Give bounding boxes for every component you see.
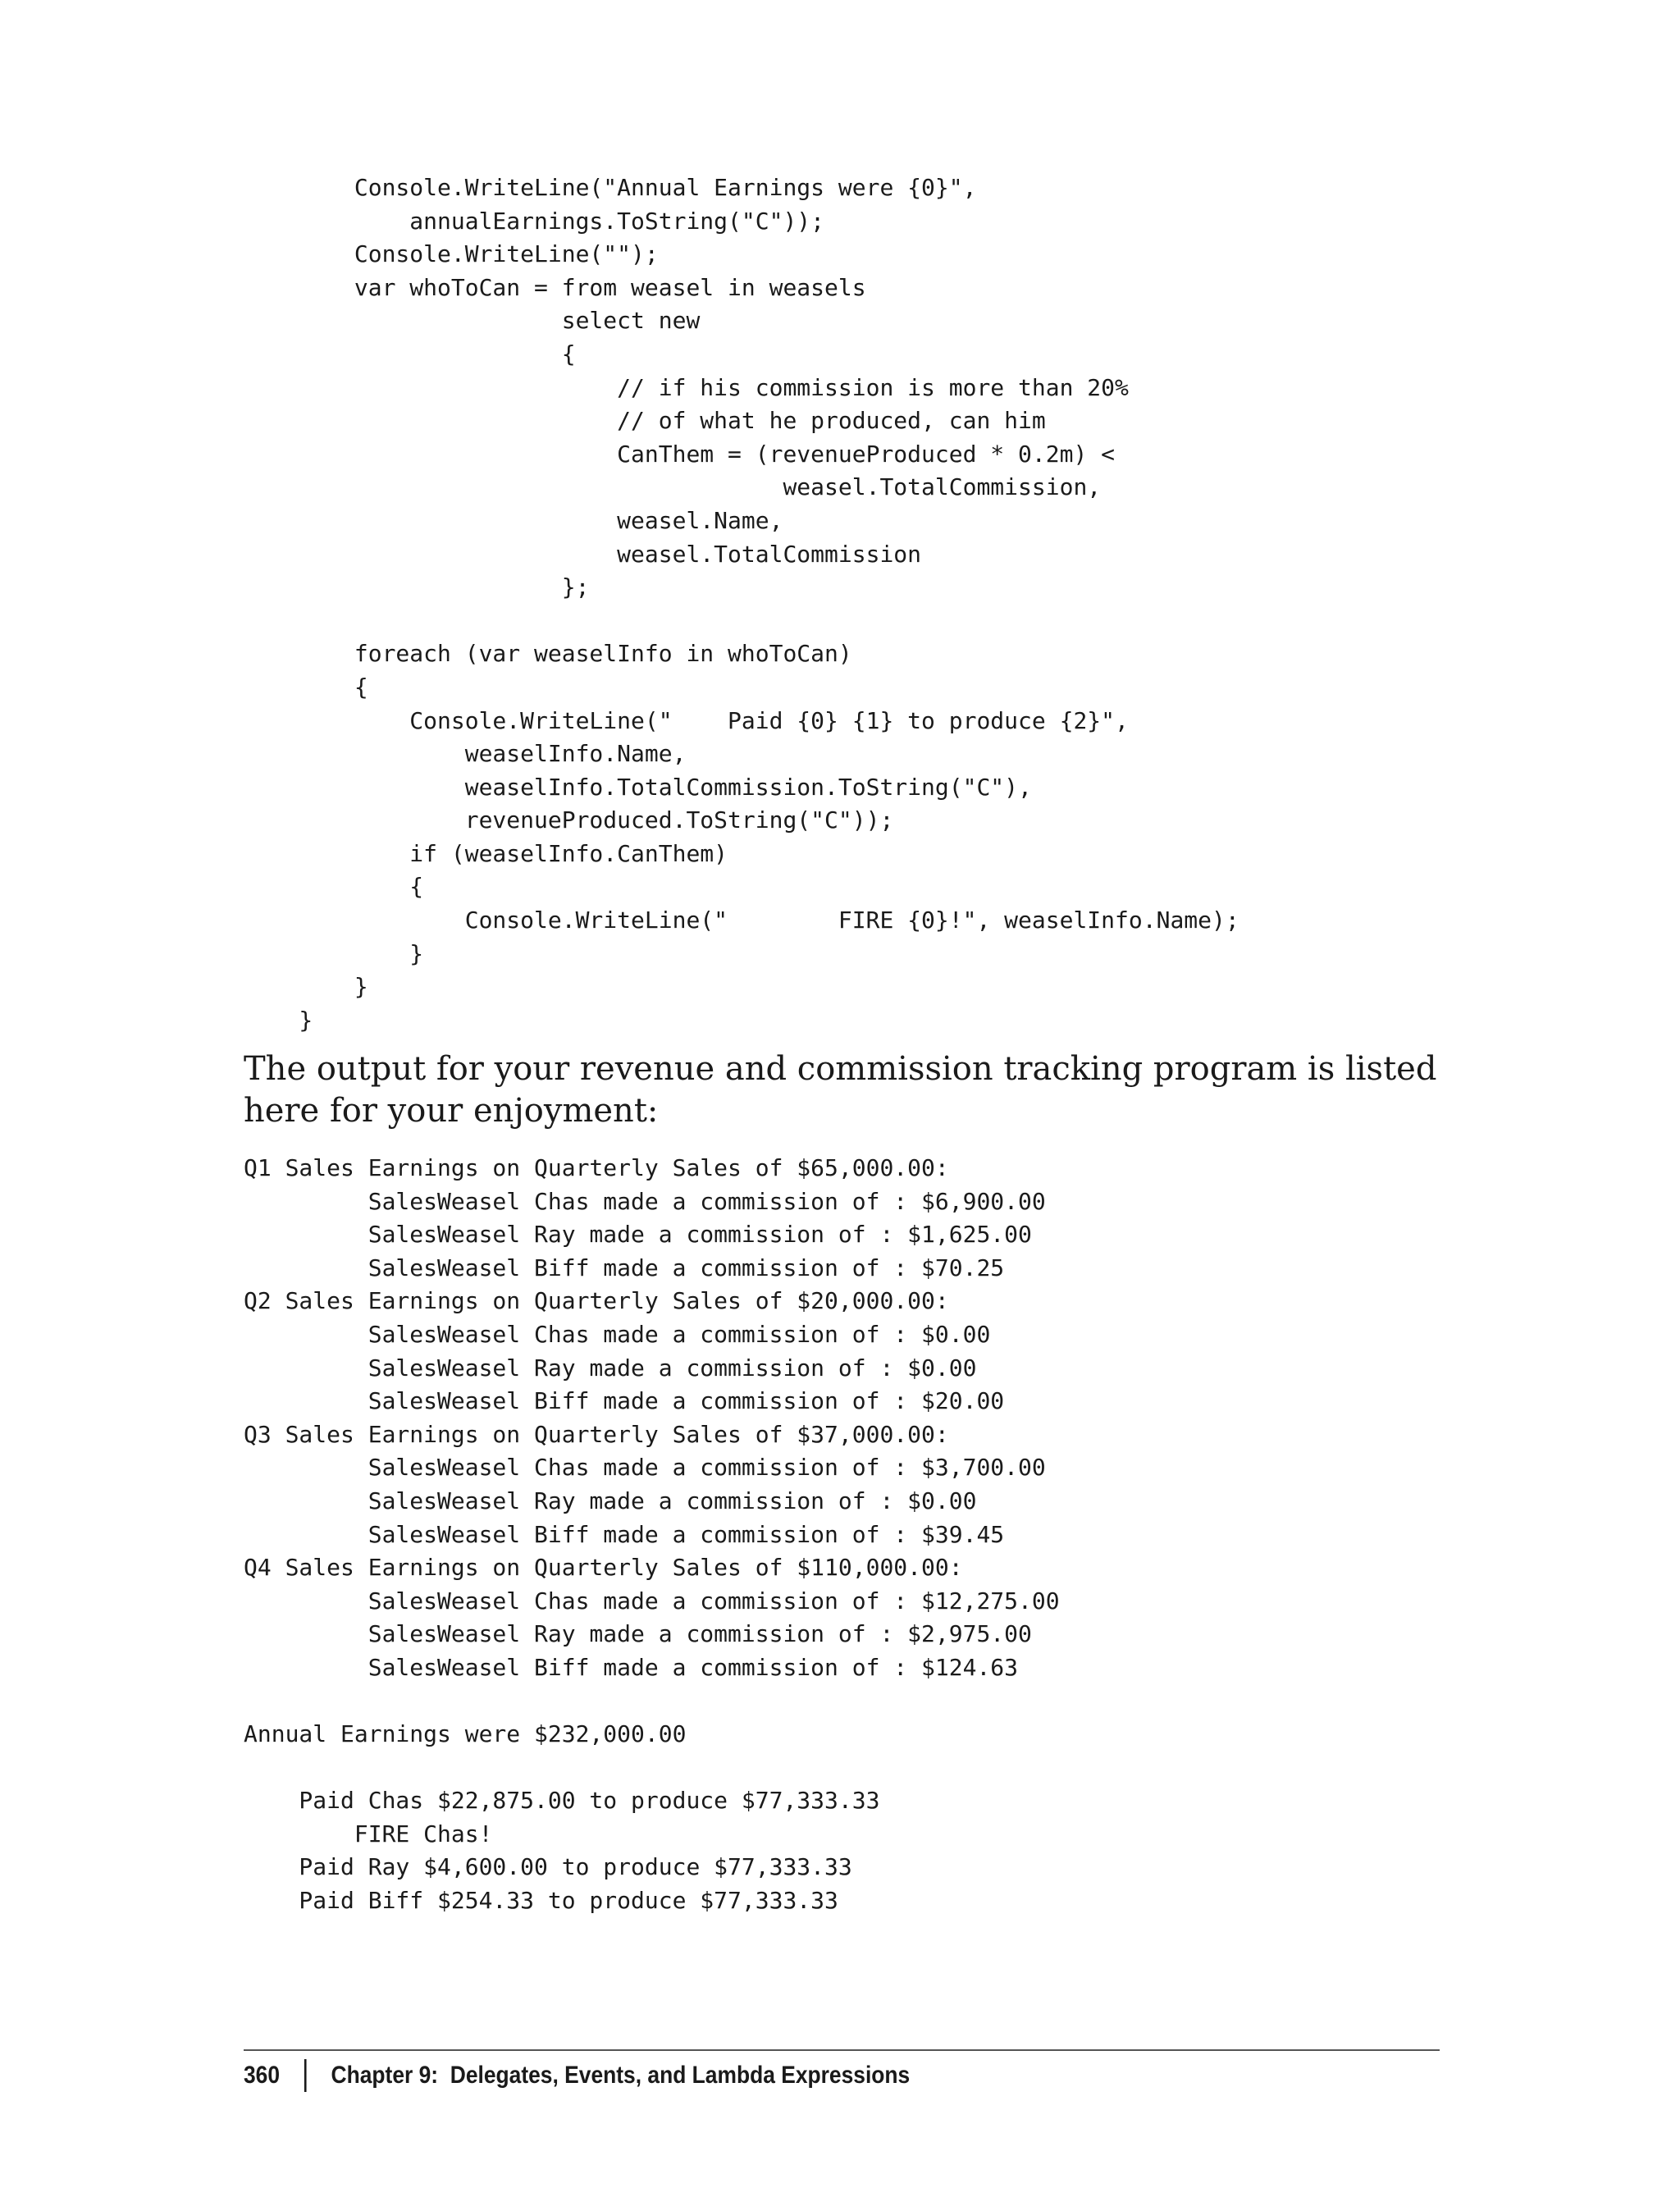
code-line: } (244, 939, 424, 967)
code-line: revenueProduced.ToString("C")); (244, 806, 894, 834)
code-line: { (244, 673, 368, 701)
code-line: foreach (var weaselInfo in whoToCan) (244, 640, 852, 668)
code-line: annualEarnings.ToString("C")); (244, 207, 825, 235)
chapter-title: Chapter 9: Delegates, Events, and Lambda Expressions (331, 2062, 911, 2089)
code-line: // of what he produced, can him (244, 407, 1046, 435)
code-line: { (244, 873, 424, 901)
code-line: } (244, 973, 368, 1001)
output-line: Q1 Sales Earnings on Quarterly Sales of $65,000.00: (244, 1154, 949, 1181)
output-line (244, 1752, 1060, 1785)
code-line: // if his commission is more than 20% (244, 373, 1129, 401)
output-line: SalesWeasel Chas made a commission of : $0.00 (244, 1320, 991, 1348)
output-line: Paid Ray $4,600.00 to produce $77,333.33 (244, 1853, 852, 1881)
output-line: SalesWeasel Ray made a commission of : $0.00 (244, 1487, 977, 1514)
output-line: Paid Chas $22,875.00 to produce $77,333.33 (244, 1787, 880, 1815)
code-line: select new (244, 307, 701, 335)
code-line: } (244, 1006, 313, 1034)
code-line: if (weaselInfo.CanThem) (244, 839, 728, 867)
output-line: SalesWeasel Ray made a commission of : $0.00 (244, 1354, 977, 1382)
program-output-listing (244, 1152, 1060, 1918)
code-line: weasel.TotalCommission (244, 540, 922, 568)
code-line: weaselInfo.Name, (244, 740, 687, 768)
output-line: SalesWeasel Ray made a commission of : $1,625.00 (244, 1221, 1032, 1249)
code-line: weasel.Name, (244, 506, 783, 534)
output-line: SalesWeasel Ray made a commission of : $2,975.00 (244, 1620, 1032, 1648)
code-line: Console.WriteLine(" Paid {0} {1} to produce {2}", (244, 706, 1129, 734)
output-line: SalesWeasel Chas made a commission of : $6,900.00 (244, 1187, 1046, 1215)
page-number: 360 (244, 2062, 281, 2089)
body-paragraph: The output for your revenue and commission tracking program is listed here for your enjoyment: (244, 1050, 1437, 1130)
code-line: }; (244, 573, 590, 601)
code-line: weasel.TotalCommission, (244, 473, 1102, 501)
footer-separator (304, 2059, 307, 2092)
output-line: SalesWeasel Chas made a commission of : $12,275.00 (244, 1587, 1060, 1615)
code-line: Console.WriteLine(" FIRE {0}!", weaselInfo.Name); (244, 907, 1239, 934)
code-line (244, 605, 1239, 638)
output-line: Q2 Sales Earnings on Quarterly Sales of $20,000.00: (244, 1287, 949, 1315)
output-line: SalesWeasel Biff made a commission of : $70.25 (244, 1254, 1005, 1281)
output-line (244, 1685, 1060, 1719)
output-line: FIRE Chas! (244, 1820, 493, 1847)
output-line: Q4 Sales Earnings on Quarterly Sales of $110,000.00: (244, 1554, 963, 1582)
code-line: weaselInfo.TotalCommission.ToString("C"), (244, 773, 1032, 801)
output-line: SalesWeasel Biff made a commission of : $124.63 (244, 1653, 1019, 1681)
code-line: var whoToCan = from weasel in weasels (244, 273, 866, 301)
output-line: SalesWeasel Biff made a commission of : $20.00 (244, 1387, 1005, 1415)
code-line: { (244, 340, 576, 368)
output-line: Annual Earnings were $232,000.00 (244, 1720, 687, 1748)
code-line: CanThem = (revenueProduced * 0.2m) < (244, 440, 1116, 468)
code-line: Console.WriteLine(""); (244, 240, 659, 268)
code-line: Console.WriteLine("Annual Earnings were {0}", (244, 174, 977, 201)
output-line: SalesWeasel Biff made a commission of : $39.45 (244, 1520, 1005, 1548)
output-line: Paid Biff $254.33 to produce $77,333.33 (244, 1887, 838, 1915)
page-footer (244, 2056, 910, 2095)
code-listing (244, 171, 1239, 1037)
output-line: SalesWeasel Chas made a commission of : $3,700.00 (244, 1454, 1046, 1482)
footer-divider (244, 2049, 1440, 2051)
output-line: Q3 Sales Earnings on Quarterly Sales of $37,000.00: (244, 1420, 949, 1448)
